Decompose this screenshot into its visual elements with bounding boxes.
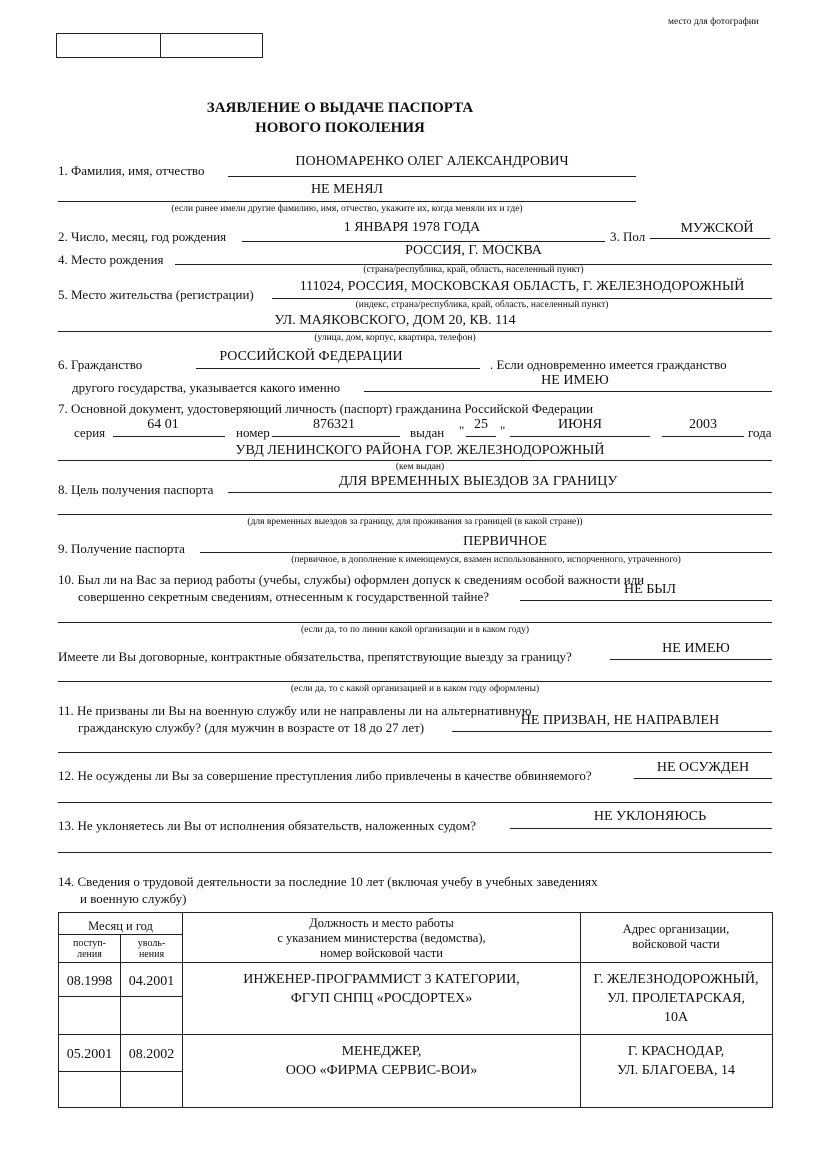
field-5-line2 — [58, 331, 772, 332]
field-6-line2 — [364, 391, 772, 392]
field-13-line-b — [58, 852, 772, 853]
field-2-line — [242, 241, 605, 242]
passport-series-value[interactable]: 64 01 — [147, 417, 179, 432]
header-address — [581, 922, 771, 952]
sex-value[interactable]: МУЖСКОЙ — [680, 221, 754, 236]
row-2-position-line2: ООО «ФИРМА СЕРВИС-ВОИ» — [285, 1063, 478, 1078]
row-1-position[interactable] — [183, 970, 580, 1008]
birth-date-value[interactable]: 1 ЯНВАРЯ 1978 ГОДА — [343, 220, 481, 235]
field-11-line-b — [58, 752, 772, 753]
series-line — [113, 436, 225, 437]
year-line — [662, 436, 744, 437]
military-service-value[interactable]: НЕ ПРИЗВАН, НЕ НАПРАВЛЕН — [520, 713, 720, 728]
court-obligations-value[interactable]: НЕ УКЛОНЯЮСЬ — [593, 809, 707, 824]
contract-obligations-value[interactable]: НЕ ИМЕЮ — [662, 641, 730, 656]
month-line — [510, 436, 650, 437]
header-end-line2: нения — [138, 949, 165, 960]
row-1-start[interactable]: 08.1998 — [66, 974, 113, 989]
field-8-hint: (для временных выездов за границу, для проживания за границей (в какой стране)) — [247, 517, 583, 527]
full-name-value[interactable]: ПОНОМАРЕНКО ОЛЕГ АЛЕКСАНДРОВИЧ — [295, 154, 569, 169]
year-label: года — [748, 425, 772, 440]
field-6-label2: другого государства, указывается какого именно — [72, 380, 341, 395]
header-position-line3: номер войсковой части — [320, 946, 443, 960]
field-10-line2: совершенно секретным сведениям, отнесенным к государственной тайне? — [78, 589, 490, 604]
row-2-end[interactable]: 08.2002 — [128, 1047, 175, 1062]
birth-place-value[interactable]: РОССИЯ, Г. МОСКВА — [405, 243, 542, 258]
field-4-hint: (страна/республика, край, область, населенный пункт) — [363, 265, 584, 275]
issue-day-value[interactable]: 25 — [474, 417, 488, 432]
field-10-line-c — [610, 659, 772, 660]
issuer-hint: (кем выдан) — [395, 462, 445, 472]
issuance-type-value[interactable]: ПЕРВИЧНОЕ — [463, 534, 547, 549]
header-month-year: Месяц и год — [88, 919, 153, 933]
row-2-address-line2: УЛ. БЛАГОЕВА, 14 — [616, 1063, 736, 1078]
field-12-label: 12. Не осуждены ли Вы за совершение преступления либо привлечены в качестве обвиняемого? — [58, 768, 592, 783]
field-3-label: 3. Пол — [610, 229, 646, 244]
header-position — [183, 916, 580, 961]
field-10-q2: Имеете ли Вы договорные, контрактные обязательства, препятствующие выезду за границу? — [58, 649, 572, 664]
issue-year-value[interactable]: 2003 — [689, 417, 717, 432]
passport-number-value[interactable]: 876321 — [313, 417, 355, 432]
field-1-line2 — [58, 201, 636, 202]
secret-access-value[interactable]: НЕ БЫЛ — [624, 582, 676, 597]
header-end-line1: уволь- — [137, 938, 166, 949]
table-hline-header — [59, 962, 772, 963]
header-address-line1: Адрес организации, — [622, 922, 730, 936]
field-5-label: 5. Место жительства (регистрации) — [58, 287, 254, 302]
form-title-line2: НОВОГО ПОКОЛЕНИЯ — [255, 120, 425, 136]
other-citizenship-value[interactable]: НЕ ИМЕЮ — [541, 373, 609, 388]
field-8-line — [228, 492, 772, 493]
field-14-line2: и военную службу) — [80, 891, 187, 906]
residence-street-value[interactable]: УЛ. МАЯКОВСКОГО, ДОМ 20, КВ. 114 — [274, 313, 516, 328]
row-1-position-line1: ИНЖЕНЕР-ПРОГРАММИСТ 3 КАТЕГОРИИ, — [243, 972, 520, 987]
day-line — [466, 436, 496, 437]
table-hline-month — [59, 934, 182, 935]
table-hline-sub2 — [59, 1071, 182, 1072]
field-5-hint2: (улица, дом, корпус, квартира, телефон) — [314, 333, 476, 343]
field-4-label: 4. Место рождения — [58, 252, 164, 267]
header-position-line1: Должность и место работы — [309, 916, 454, 930]
row-1-address[interactable] — [581, 970, 771, 1027]
field-3-line — [650, 238, 770, 239]
row-2-position[interactable] — [183, 1042, 580, 1080]
photo-label: место для фотографии — [668, 17, 759, 27]
conviction-value[interactable]: НЕ ОСУЖДЕН — [656, 760, 750, 775]
issued-label: выдан — [410, 425, 445, 440]
form-title-line1: ЗАЯВЛЕНИЕ О ВЫДАЧЕ ПАСПОРТА — [206, 100, 474, 116]
field-10-line-b — [58, 622, 772, 623]
field-12-line — [634, 778, 772, 779]
field-10-line-d — [58, 681, 772, 682]
row-2-position-line1: МЕНЕДЖЕР, — [341, 1044, 422, 1059]
field-5-hint: (индекс, страна/республика, край, область, населенный пункт) — [355, 300, 609, 310]
issuer-value[interactable]: УВД ЛЕНИНСКОГО РАЙОНА ГОР. ЖЕЛЕЗНОДОРОЖНЫЙ — [235, 443, 605, 458]
field-14-line1: 14. Сведения о трудовой деятельности за последние 10 лет (включая учебу в учебных заведениях — [58, 874, 598, 889]
row-1-position-line2: ФГУП СНПЦ «РОСДОРТЕХ» — [290, 991, 473, 1006]
field-10-hint2: (если да, то с какой организацией и в каком году оформлены) — [290, 684, 540, 694]
field-9-hint: (первичное, в дополнение к имеющемуся, взамен использованного, испорченного, утраченного) — [291, 555, 681, 565]
number-label: номер — [236, 425, 270, 440]
field-8-line2 — [58, 514, 772, 515]
field-13-label: 13. Не уклоняетесь ли Вы от исполнения обязательств, наложенных судом? — [58, 818, 477, 833]
table-hline-row — [59, 1034, 772, 1035]
row-1-end[interactable]: 04.2001 — [128, 974, 175, 989]
row-2-address[interactable] — [581, 1042, 771, 1080]
field-13-line — [510, 828, 772, 829]
issuer-line — [58, 460, 772, 461]
row-2-address-line1: Г. КРАСНОДАР, — [627, 1044, 725, 1059]
registration-box-divider — [160, 34, 161, 58]
series-label: серия — [74, 425, 106, 440]
row-2-start[interactable]: 05.2001 — [66, 1047, 113, 1062]
previous-names-value[interactable]: НЕ МЕНЯЛ — [310, 182, 384, 197]
field-1-label: 1. Фамилия, имя, отчество — [58, 163, 205, 178]
field-7-label: 7. Основной документ, удостоверяющий личность (паспорт) гражданина Российской Федерации — [58, 401, 594, 416]
header-start — [59, 938, 120, 960]
field-12-line-b — [58, 802, 772, 803]
quote-open: " — [459, 423, 465, 438]
field-9-label: 9. Получение паспорта — [58, 541, 185, 556]
field-1-hint: (если ранее имели другие фамилию, имя, отчество, укажите их, когда меняли их и где) — [171, 204, 523, 214]
header-position-line2: с указанием министерства (ведомства), — [277, 931, 486, 945]
header-start-line1: поступ- — [73, 938, 106, 949]
row-1-address-line2: УЛ. ПРОЛЕТАРСКАЯ, — [607, 991, 745, 1006]
field-9-line — [200, 552, 772, 553]
number-line — [272, 436, 400, 437]
header-start-line2: ления — [77, 949, 102, 960]
field-1-line — [228, 176, 636, 177]
issue-month-value[interactable]: ИЮНЯ — [558, 417, 602, 432]
field-11-line — [452, 731, 772, 732]
field-6-line — [196, 368, 480, 369]
header-address-line2: войсковой части — [632, 937, 720, 951]
row-1-address-line3: 10А — [663, 1010, 689, 1025]
field-10-line1: 10. Был ли на Вас за период работы (учебы, службы) оформлен допуск к сведениям особой важности или — [58, 572, 645, 587]
field-11-line1: 11. Не призваны ли Вы на военную службу или не направлены ли на альтернативную — [58, 703, 532, 718]
residence-value[interactable]: 111024, РОССИЯ, МОСКОВСКАЯ ОБЛАСТЬ, Г. ЖЕЛЕЗНОДОРОЖНЫЙ — [299, 279, 745, 294]
field-10-line — [520, 600, 772, 601]
purpose-value[interactable]: ДЛЯ ВРЕМЕННЫХ ВЫЕЗДОВ ЗА ГРАНИЦУ — [338, 474, 618, 489]
field-10-hint: (если да, то по линии какой организации и в каком году) — [300, 625, 530, 635]
field-11-line2: гражданскую службу? (для мужчин в возрасте от 18 до 27 лет) — [78, 720, 425, 735]
field-2-label: 2. Число, месяц, год рождения — [58, 229, 227, 244]
field-6-label: 6. Гражданство — [58, 357, 143, 372]
citizenship-value[interactable]: РОССИЙСКОЙ ФЕДЕРАЦИИ — [219, 349, 403, 364]
table-hline-sub — [59, 996, 182, 997]
quote-close: " — [500, 423, 506, 438]
row-1-address-line1: Г. ЖЕЛЕЗНОДОРОЖНЫЙ, — [593, 972, 759, 987]
field-6-tail: . Если одновременно имеется гражданство — [490, 357, 727, 372]
field-5-line — [272, 298, 772, 299]
field-8-label: 8. Цель получения паспорта — [58, 482, 214, 497]
form-title — [180, 100, 500, 137]
header-end — [121, 938, 182, 960]
